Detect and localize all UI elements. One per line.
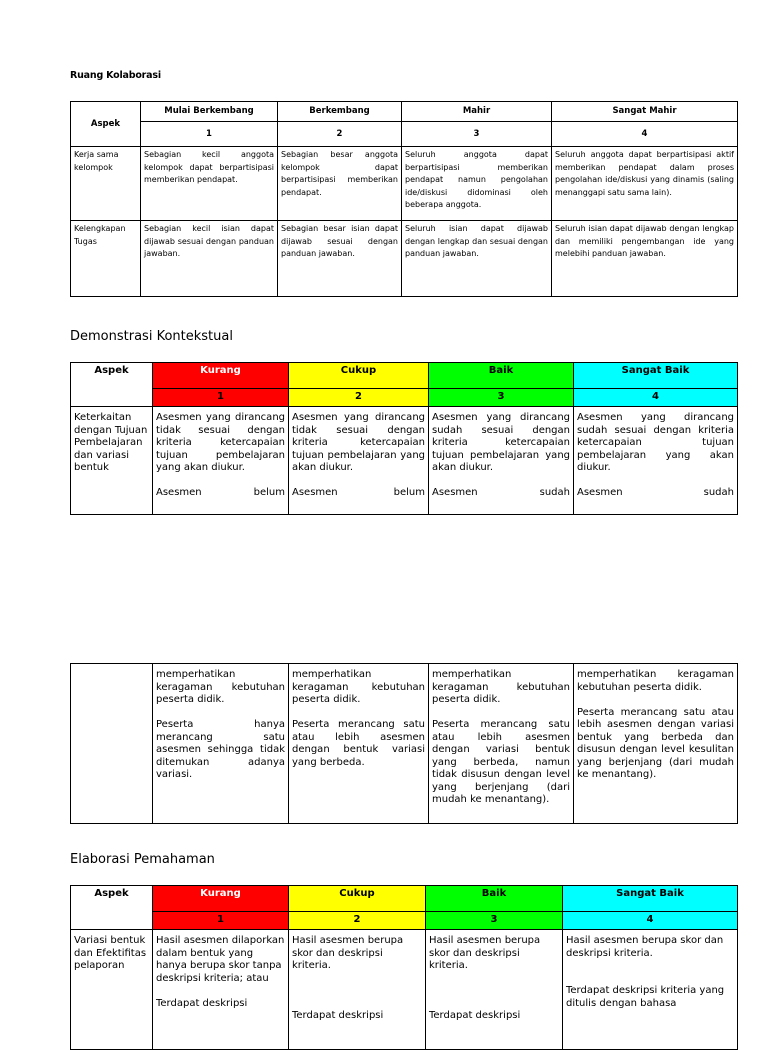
criteria-text: memperhatikan keragaman kebutuhan peserta didik. bbox=[156, 669, 285, 705]
criteria-text: Terdapat deskripsi bbox=[292, 1010, 384, 1021]
table-header-row bbox=[71, 363, 738, 389]
level-header-sangat-baik: Sangat Baik bbox=[574, 363, 738, 389]
level-header-sangat-baik: Sangat Baik bbox=[563, 886, 738, 912]
score-cell: 4 bbox=[574, 389, 738, 407]
criteria-text: Asesmen yang dirancang tidak sesuai dengan kriteria ketercapaian tujuan pembelajaran yang akan diukur. bbox=[292, 412, 425, 473]
criteria-cell bbox=[574, 664, 738, 824]
criteria-text: Terdapat deskripsi bbox=[429, 1010, 521, 1021]
paragraph-gap bbox=[432, 475, 570, 488]
table-header-row bbox=[71, 102, 738, 122]
criteria-cell: Sebagian kecil anggota kelompok dapat berpartisipasi memberikan pendapat. bbox=[141, 147, 278, 221]
criteria-text: Asesmen yang dirancang sudah sesuai dengan kriteria ketercapaian tujuan pembelajaran yang akan diukur. bbox=[577, 412, 734, 473]
paragraph-gap bbox=[429, 985, 559, 998]
aspect-cell: Kerja sama kelompok bbox=[71, 147, 141, 221]
paragraph-gap bbox=[292, 973, 422, 986]
score-cell: 3 bbox=[429, 389, 574, 407]
level-header-kurang: Kurang bbox=[153, 363, 289, 389]
criteria-text: Asesmen yang dirancang sudah sesuai dengan kriteria ketercapaian tujuan pembelajaran yang akan diukur. bbox=[432, 412, 570, 473]
score-cell: 2 bbox=[278, 122, 402, 147]
criteria-text: Hasil asesmen berupa skor dan deskripsi kriteria. bbox=[566, 935, 724, 959]
aspect-header: Aspek bbox=[71, 102, 141, 147]
criteria-text: Terdapat deskripsi bbox=[156, 997, 248, 1009]
score-cell: 2 bbox=[289, 912, 426, 930]
level-header-baik: Baik bbox=[426, 886, 563, 912]
level-header: Berkembang bbox=[278, 102, 402, 122]
score-cell: 3 bbox=[426, 912, 563, 930]
criteria-cell bbox=[563, 930, 738, 1050]
aspect-header: Aspek bbox=[71, 886, 153, 930]
criteria-text: memperhatikan keragaman kebutuhan peserta didik. bbox=[292, 669, 425, 705]
aspect-cell: Variasi bentuk dan Efektifitas pelaporan bbox=[71, 930, 153, 1050]
criteria-text: memperhatikan keragaman kebutuhan peserta didik. bbox=[432, 669, 570, 705]
criteria-text: Hasil asesmen berupa skor dan deskripsi kriteria. bbox=[429, 935, 541, 971]
criteria-cell: Seluruh isian dapat dijawab dengan lengkap dan sesuai dengan panduan jawaban. bbox=[402, 221, 552, 297]
criteria-text: Peserta merancang satu atau lebih asesmen dengan bentuk variasi yang berbeda. bbox=[292, 719, 425, 768]
score-cell: 1 bbox=[141, 122, 278, 147]
elaboration-rubric-table bbox=[70, 885, 738, 1050]
paragraph-gap bbox=[577, 694, 734, 707]
criteria-text: Asesmen belum bbox=[292, 487, 425, 498]
level-header: Mulai Berkembang bbox=[141, 102, 278, 122]
score-cell: 2 bbox=[289, 389, 429, 407]
table-row bbox=[71, 664, 738, 824]
level-header: Sangat Mahir bbox=[552, 102, 738, 122]
criteria-cell bbox=[429, 664, 574, 824]
score-cell: 1 bbox=[153, 912, 289, 930]
collaboration-rubric-table bbox=[70, 101, 738, 297]
criteria-text: Peserta hanya merancang satu asesmen sehingga tidak ditemukan adanya variasi. bbox=[156, 719, 285, 780]
paragraph-gap bbox=[156, 985, 285, 998]
criteria-cell bbox=[574, 407, 738, 515]
criteria-cell: Seluruh anggota dapat berpartisipasi aktif memberikan pendapat dalam proses pengolahan ide/diskusi yang dinamis (saling menanggapi satu sama lain). bbox=[552, 147, 738, 221]
aspect-cell: Kelengkapan Tugas bbox=[71, 221, 141, 297]
paragraph-gap bbox=[566, 973, 734, 986]
paragraph-gap bbox=[156, 475, 285, 488]
table-row bbox=[71, 147, 738, 221]
paragraph-gap bbox=[292, 475, 425, 488]
paragraph-gap bbox=[577, 475, 734, 488]
score-cell: 4 bbox=[552, 122, 738, 147]
paragraph-gap bbox=[566, 960, 734, 973]
score-row bbox=[71, 122, 738, 147]
aspect-cell: Keterkaitan dengan Tujuan Pembelajaran dan variasi bentuk bbox=[71, 407, 153, 515]
paragraph-gap bbox=[292, 707, 425, 720]
table-row bbox=[71, 407, 738, 515]
level-header-cukup: Cukup bbox=[289, 363, 429, 389]
criteria-cell: Sebagian besar isian dapat dijawab sesuai dengan panduan jawaban. bbox=[278, 221, 402, 297]
criteria-cell: Sebagian besar anggota kelompok dapat berpartisipasi memberikan pendapat. bbox=[278, 147, 402, 221]
page-title: Ruang Kolaborasi bbox=[70, 70, 161, 81]
criteria-text: Hasil asesmen berupa skor dan deskripsi kriteria. bbox=[292, 935, 404, 971]
paragraph-gap bbox=[292, 985, 422, 998]
level-header-baik: Baik bbox=[429, 363, 574, 389]
criteria-cell bbox=[289, 664, 429, 824]
level-header: Mahir bbox=[402, 102, 552, 122]
table-header-row bbox=[71, 886, 738, 912]
criteria-text: memperhatikan keragaman kebutuhan peserta didik. bbox=[577, 669, 734, 693]
criteria-text: Peserta merancang satu atau lebih asesmen dengan variasi bentuk yang berbeda dan disusun dengan level kesulitan yang berjenjang (dari mudah ke menantang). bbox=[577, 706, 734, 780]
table-row bbox=[71, 221, 738, 297]
criteria-text: Peserta merancang satu atau lebih asesmen dengan variasi bentuk yang berbeda, namun tidak disusun dengan level yang berjenjang (dari mudah ke menantang). bbox=[432, 719, 570, 805]
criteria-cell: Sebagian kecil isian dapat dijawab sesuai dengan panduan jawaban. bbox=[141, 221, 278, 297]
contextual-demo-rubric-continued bbox=[70, 663, 738, 824]
paragraph-gap bbox=[432, 707, 570, 720]
paragraph-gap bbox=[292, 998, 422, 1011]
criteria-text: Terdapat deskripsi kriteria yang ditulis dengan bahasa bbox=[566, 985, 725, 1009]
level-header-cukup: Cukup bbox=[289, 886, 426, 912]
criteria-cell bbox=[289, 930, 426, 1050]
section-title: Elaborasi Pemahaman bbox=[70, 852, 215, 867]
criteria-cell: Seluruh isian dapat dijawab dengan lengkap dan memiliki pengembangan ide yang melebihi panduan jawaban. bbox=[552, 221, 738, 297]
paragraph-gap bbox=[429, 998, 559, 1011]
criteria-cell bbox=[289, 407, 429, 515]
score-row bbox=[71, 389, 738, 407]
table-row bbox=[71, 930, 738, 1050]
criteria-cell bbox=[429, 407, 574, 515]
criteria-cell bbox=[426, 930, 563, 1050]
paragraph-gap bbox=[156, 707, 285, 720]
paragraph-gap bbox=[429, 973, 559, 986]
score-cell: 1 bbox=[153, 389, 289, 407]
criteria-text: Asesmen sudah bbox=[432, 487, 570, 498]
score-row bbox=[71, 912, 738, 930]
criteria-cell: Seluruh anggota dapat berpartisipasi memberikan pendapat namun pengolahan ide/diskusi didominasi oleh beberapa anggota. bbox=[402, 147, 552, 221]
criteria-cell bbox=[153, 407, 289, 515]
criteria-text: Asesmen belum bbox=[156, 487, 285, 498]
criteria-cell bbox=[153, 930, 289, 1050]
aspect-cell bbox=[71, 664, 153, 824]
score-cell: 4 bbox=[563, 912, 738, 930]
criteria-text: Asesmen yang dirancang tidak sesuai dengan kriteria ketercapaian tujuan pembelajaran yang akan diukur. bbox=[156, 412, 285, 473]
level-header-kurang: Kurang bbox=[153, 886, 289, 912]
score-cell: 3 bbox=[402, 122, 552, 147]
criteria-text: Hasil asesmen dilaporkan dalam bentuk yang hanya berupa skor tanpa deskripsi kriteria; atau bbox=[156, 935, 285, 984]
contextual-demo-rubric-table bbox=[70, 362, 738, 515]
criteria-cell bbox=[153, 664, 289, 824]
aspect-header: Aspek bbox=[71, 363, 153, 407]
section-title: Demonstrasi Kontekstual bbox=[70, 329, 233, 344]
criteria-text: Asesmen sudah bbox=[577, 487, 734, 498]
